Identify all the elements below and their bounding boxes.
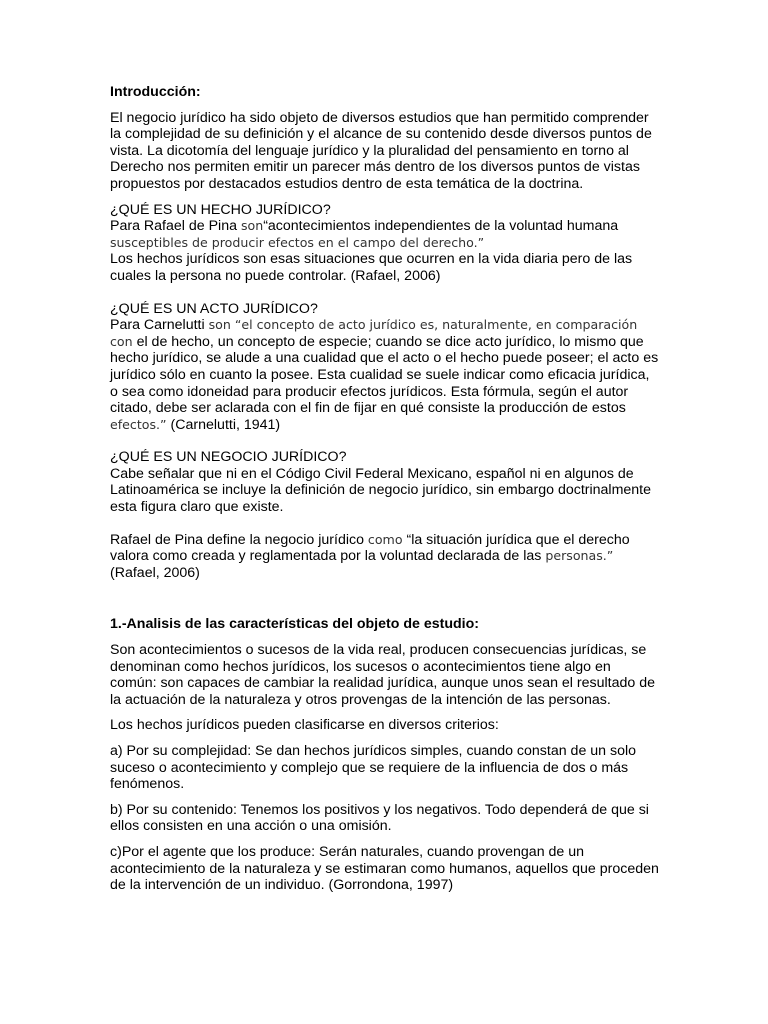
section1-paragraph-5: c)Por el agente que los produce: Serán naturales, cuando provengan de un acontecimiento de la naturaleza y se estimaran como humanos, aquellos que proceden de la intervención de un individuo. (Gorrondona, 1997)	[110, 843, 659, 894]
negocio-text: Cabe señalar que ni en el Código Civil Federal Mexicano, español ni en algunos de Latinoamérica se incluye la definición de negocio jurídico, sin embargo doctrinalmente esta figura claro que existe.	[110, 465, 652, 516]
section1-paragraph-4: b) Por su contenido: Tenemos los positivos y los negativos. Todo dependerá de que si ellos consisten en una acción o una omisión.	[110, 801, 649, 835]
acto-quote-a: son “el concepto de acto jurídico es, naturalmente, en comparación con	[110, 317, 638, 349]
hecho-question: ¿QUÉ ES UN HECHO JURÍDICO?	[110, 201, 331, 218]
hecho-lead: Para Rafael de Pina	[110, 218, 241, 235]
section1-paragraph-2: Los hechos jurídicos pueden clasificarse en diversos criterios:	[110, 717, 499, 734]
hecho-son: son	[240, 218, 264, 234]
acto-citation: (Carnelutti, 1941)	[166, 416, 281, 433]
negocio-question: ¿QUÉ ES UN NEGOCIO JURÍDICO?	[110, 449, 347, 466]
hecho-definition	[110, 218, 660, 251]
negocio-citation: (Rafael, 2006)	[110, 564, 200, 581]
acto-lead: Para Carnelutti	[110, 317, 209, 334]
acto-definition	[110, 317, 660, 433]
section1-heading: 1.-Analisis de las características del objeto de estudio:	[110, 616, 480, 633]
negocio-definition	[110, 532, 660, 565]
negocio-lead: Rafael de Pina define la negocio jurídico	[110, 531, 368, 548]
acto-quote-b: el de hecho, un concepto de especie; cuando se dice acto jurídico, lo mismo que hecho jurídico, se alude a una cualidad que el acto o el hecho puede poseer; el acto es jurídico sólo en cuanto la posee. Esta cualidad se suele indicar como eficacia jurídica, o sea como idoneidad para producir efectos jurídicos. Esta fórmula, según el autor citado, debe ser aclarada con el fin de fijar en qué consiste la producción de estos	[110, 333, 659, 417]
intro-paragraph: El negocio jurídico ha sido objeto de diversos estudios que han permitido comprender la complejidad de su definición y el alcance de su contenido desde diversos puntos de vista. La dicotomía del lenguaje jurídico y la pluralidad del pensamiento en torno al Derecho nos permiten emitir un parecer más dentro de los diversos puntos de vistas propuestos por destacados estudios dentro de esta temática de la doctrina.	[110, 109, 652, 192]
section1-paragraph-1: Son acontecimientos o sucesos de la vida real, producen consecuencias jurídicas, se denominan como hechos jurídicos, los sucesos o acontecimientos tiene algo en común: son capaces de cambiar la realidad jurídica, aunque unos sean el resultado de la actuación de la naturaleza y otros provengas de la intención de las personas.	[110, 642, 655, 708]
intro-heading: Introducción:	[110, 84, 201, 100]
negocio-como: como	[367, 531, 403, 547]
hecho-text: Los hechos jurídicos son esas situaciones que ocurren en la vida diaria pero de las cuales la persona no puede controlar. (Rafael, 2006)	[110, 251, 633, 284]
negocio-quote-b: personas.”	[545, 548, 614, 564]
hecho-quote-b: susceptibles de producir efectos en el campo del derecho.”	[110, 234, 485, 250]
section1-paragraph-3: a) Por su complejidad: Se dan hechos jurídicos simples, cuando constan de un solo suceso o acontecimiento y complejo que se requiere de la influencia de dos o más fenómenos.	[110, 743, 637, 793]
document-page	[110, 84, 660, 894]
hecho-quote-a: “acontecimientos independientes de la voluntad humana	[263, 218, 619, 235]
acto-question: ¿QUÉ ES UN ACTO JURÍDICO?	[110, 300, 318, 317]
negocio-quote-a: “la situación jurídica que el derecho valora como creada y reglamentada por la voluntad declarada de las	[110, 531, 630, 565]
acto-quote-c: efectos.”	[110, 416, 167, 432]
